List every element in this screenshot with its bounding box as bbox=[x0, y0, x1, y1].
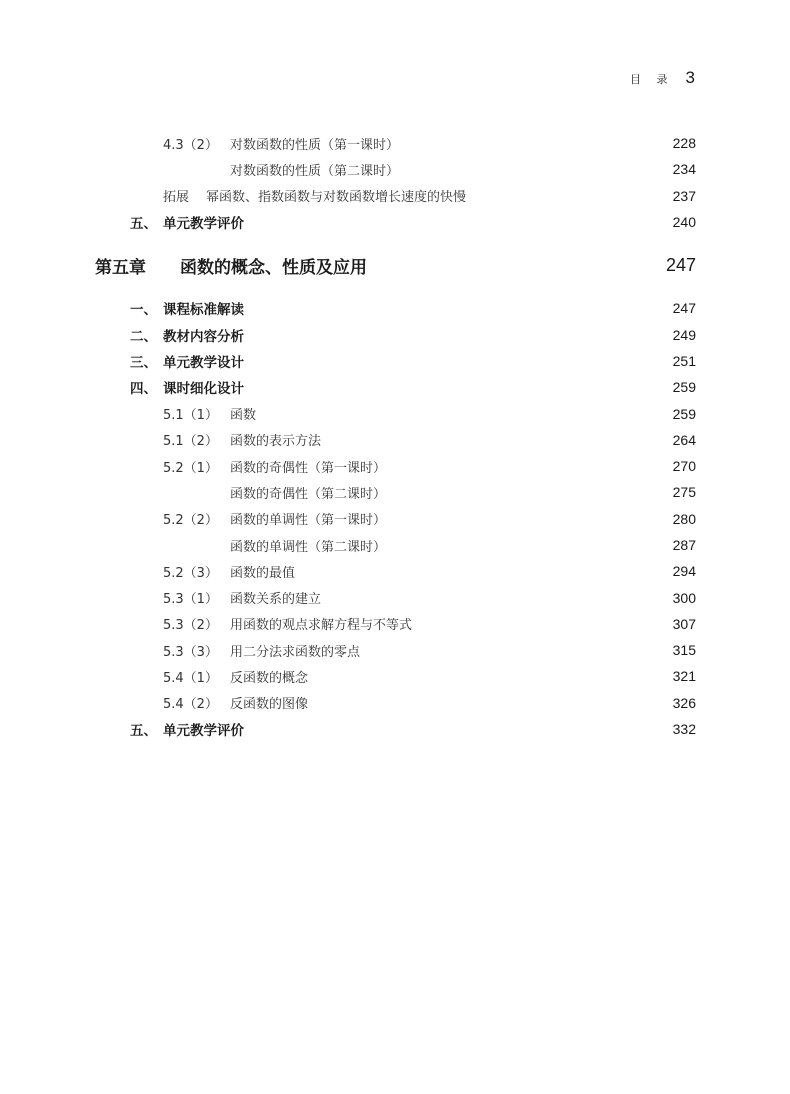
toc-entry-page: 280 bbox=[672, 510, 696, 527]
toc-entry-title: 单元教学评价 bbox=[163, 723, 244, 740]
toc-entry-title: 函数的奇偶性（第一课时） bbox=[230, 460, 387, 476]
toc-entry[interactable] bbox=[0, 453, 790, 479]
toc-entry[interactable] bbox=[0, 209, 790, 235]
toc-entry-page: 237 bbox=[672, 187, 696, 204]
toc-entry[interactable] bbox=[0, 479, 790, 505]
toc-entry-title: 反函数的概念 bbox=[230, 670, 309, 686]
toc-entry-code: 5.1（1） bbox=[163, 408, 218, 424]
toc-entry-code: 5.3（3） bbox=[163, 644, 218, 660]
toc-entry-title: 用函数的观点求解方程与不等式 bbox=[230, 618, 413, 634]
toc-entry-code: 第五章 bbox=[95, 257, 146, 278]
toc-entry-page: 264 bbox=[672, 431, 696, 448]
toc-entry[interactable] bbox=[0, 663, 790, 689]
toc-entry[interactable] bbox=[0, 558, 790, 584]
toc-entry-title: 对数函数的性质（第二课时） bbox=[230, 163, 400, 179]
toc-entry-page: 270 bbox=[672, 458, 696, 475]
toc-entry-page: 259 bbox=[672, 405, 696, 422]
header-page-number: 3 bbox=[685, 68, 695, 87]
toc-entry[interactable] bbox=[0, 321, 790, 347]
toc-entry-page: 300 bbox=[672, 589, 696, 606]
toc-entry-title: 函数的表示方法 bbox=[230, 434, 322, 450]
toc-entry-title: 对数函数的性质（第一课时） bbox=[230, 137, 400, 153]
toc-entry[interactable] bbox=[0, 690, 790, 716]
header-title: 目 录 bbox=[630, 73, 674, 86]
toc-entry-code: 四、 bbox=[130, 381, 157, 398]
toc-entry[interactable] bbox=[0, 584, 790, 610]
toc-entry-page: 251 bbox=[672, 352, 696, 369]
toc-entry[interactable] bbox=[0, 183, 790, 209]
toc-entry-title: 函数的概念、性质及应用 bbox=[180, 257, 367, 278]
toc-entry-code: 一、 bbox=[130, 302, 157, 319]
toc-entry[interactable] bbox=[0, 611, 790, 637]
toc-entry-page: 275 bbox=[672, 484, 696, 501]
toc-entry-code: 5.2（3） bbox=[163, 565, 218, 581]
toc-entry-page: 259 bbox=[672, 379, 696, 396]
toc-entry-page: 321 bbox=[672, 668, 696, 685]
toc-entry-page: 287 bbox=[672, 537, 696, 553]
toc-entry[interactable] bbox=[0, 637, 790, 663]
toc-entry-page: 247 bbox=[672, 300, 696, 317]
toc-entry[interactable] bbox=[0, 532, 790, 558]
toc-entry-title: 教材内容分析 bbox=[163, 328, 244, 345]
toc-entry[interactable] bbox=[0, 716, 790, 742]
toc-entry-title: 幂函数、指数函数与对数函数增长速度的快慢 bbox=[206, 190, 467, 206]
toc-entry-code: 5.3（1） bbox=[163, 592, 218, 608]
toc-entry-code: 4.3（2） bbox=[163, 137, 218, 153]
toc-entry-page: 294 bbox=[672, 563, 696, 580]
toc-entry-code: 5.1（2） bbox=[163, 434, 218, 450]
toc-entry[interactable] bbox=[0, 427, 790, 453]
toc-entry-title: 函数的奇偶性（第二课时） bbox=[230, 486, 387, 502]
toc-entry-title: 反函数的图像 bbox=[230, 697, 309, 713]
toc-entry-page: 247 bbox=[665, 254, 696, 275]
toc-entry-page: 307 bbox=[672, 615, 696, 632]
table-of-contents bbox=[0, 130, 790, 742]
toc-entry-title: 用二分法求函数的零点 bbox=[230, 644, 361, 660]
toc-entry[interactable] bbox=[0, 235, 790, 295]
toc-entry-code: 5.4（2） bbox=[163, 697, 218, 713]
toc-entry-code: 三、 bbox=[130, 354, 157, 371]
toc-entry[interactable] bbox=[0, 348, 790, 374]
toc-entry-title: 函数的单调性（第一课时） bbox=[230, 513, 387, 529]
toc-entry[interactable] bbox=[0, 295, 790, 321]
toc-entry-title: 函数的最值 bbox=[230, 565, 296, 581]
toc-entry-page: 332 bbox=[672, 721, 696, 738]
toc-entry-page: 315 bbox=[672, 642, 696, 659]
toc-entry-title: 单元教学设计 bbox=[163, 354, 244, 371]
toc-entry-page: 249 bbox=[672, 326, 696, 343]
toc-entry-code: 拓展 bbox=[163, 190, 190, 206]
toc-entry-code: 5.4（1） bbox=[163, 670, 218, 686]
toc-entry[interactable] bbox=[0, 156, 790, 182]
toc-entry[interactable] bbox=[0, 506, 790, 532]
toc-entry-page: 240 bbox=[672, 214, 696, 231]
toc-entry-code: 五、 bbox=[130, 723, 157, 740]
page-header bbox=[630, 68, 695, 88]
toc-entry-code: 5.3（2） bbox=[163, 618, 218, 634]
toc-entry-code: 二、 bbox=[130, 328, 157, 345]
toc-entry-code: 5.2（2） bbox=[163, 513, 218, 529]
toc-entry-page: 326 bbox=[672, 694, 696, 711]
toc-entry-page: 228 bbox=[672, 135, 696, 152]
toc-entry[interactable] bbox=[0, 130, 790, 156]
toc-entry-title: 单元教学评价 bbox=[163, 216, 244, 233]
toc-entry[interactable] bbox=[0, 374, 790, 400]
toc-entry-title: 函数 bbox=[230, 408, 257, 424]
toc-entry-title: 课程标准解读 bbox=[163, 302, 244, 319]
toc-entry-page: 234 bbox=[672, 161, 696, 178]
toc-entry-title: 函数关系的建立 bbox=[230, 592, 322, 608]
toc-entry-code: 5.2（1） bbox=[163, 460, 218, 476]
toc-entry[interactable] bbox=[0, 400, 790, 426]
toc-entry-title: 课时细化设计 bbox=[163, 381, 244, 398]
toc-entry-code: 五、 bbox=[130, 216, 157, 233]
toc-entry-title: 函数的单调性（第二课时） bbox=[230, 539, 387, 555]
